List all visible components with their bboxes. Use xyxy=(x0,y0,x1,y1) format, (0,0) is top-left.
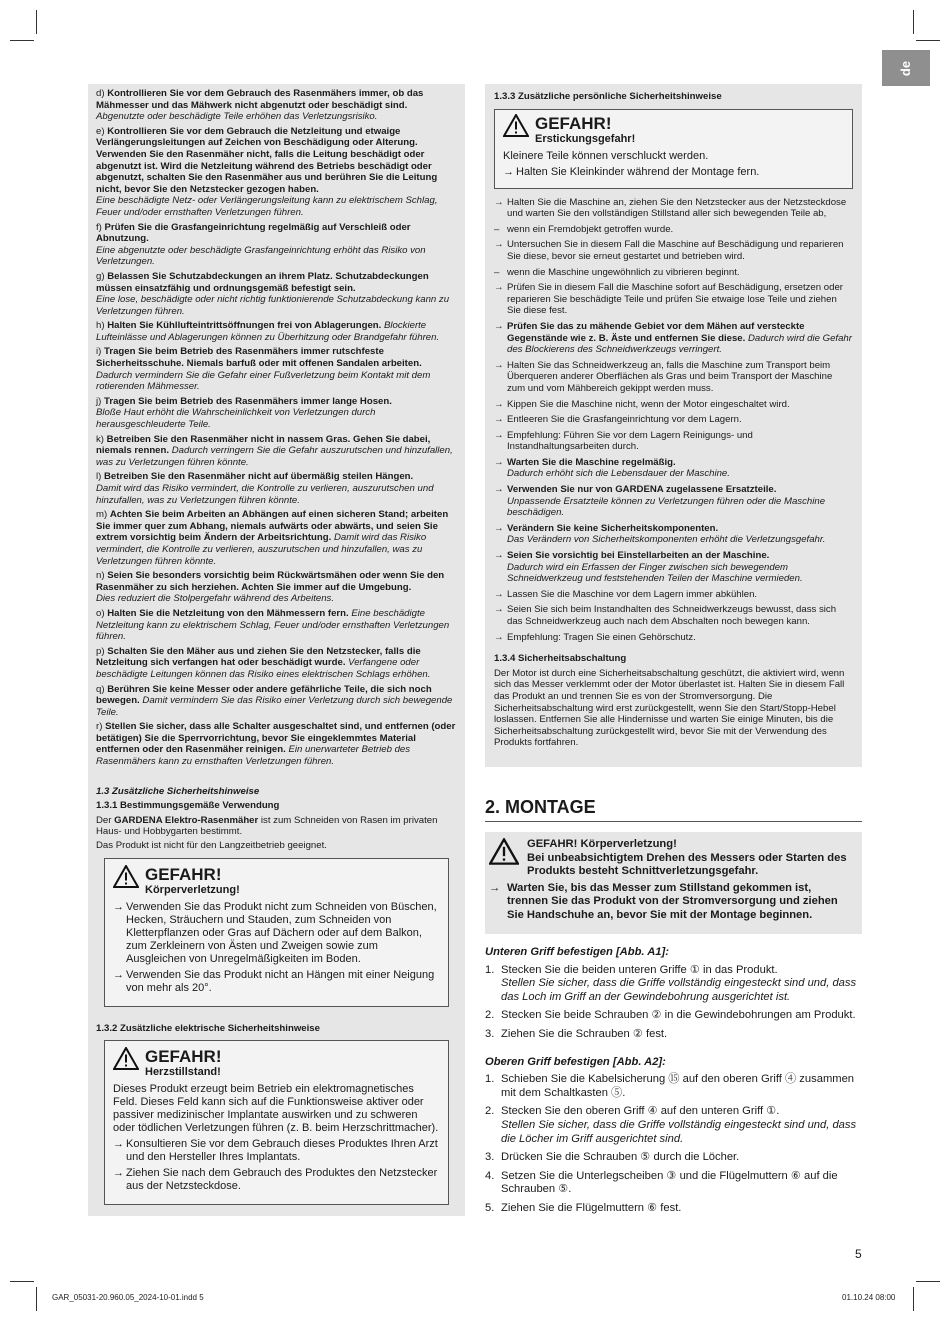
item-bold-text: Seien Sie besonders vorsichtig beim Rückwärtsmähen oder wenn Sie den Rasenmäher zu sich herziehen. Achten Sie immer auf die Umgebung. xyxy=(96,570,445,593)
warning-box-injury xyxy=(104,858,449,1007)
item-bold-text: Stellen Sie sicher, dass alle Schalter ausgeschaltet sind, und entfernen (oder betätigen) Sie die Sperrvorrichtung, bevor Sie eingeklemmtes Material entfernen oder den Rasenmäher reinigen. xyxy=(96,721,456,756)
item-bold-text: Prüfen Sie das zu mähende Gebiet vor dem Mähen auf versteckte Gegenstände wie z. B. Äste und entfernen Sie diese. xyxy=(507,320,805,344)
step-text: Schieben Sie die Kabelsicherung ⑮ auf den oberen Griff ④ zusammen mit dem Schaltkasten ⑤. xyxy=(501,1073,855,1099)
item-body xyxy=(507,399,853,411)
step-item xyxy=(485,1105,862,1146)
footer-date: 01.10.24 08:00 xyxy=(842,1293,896,1302)
step-text: Stecken Sie den oberen Griff ④ auf den unteren Griff ①. xyxy=(501,1105,780,1118)
list-item xyxy=(96,721,457,767)
item-italic-text: Dies reduziert die Stolpergefahr während des Arbeitens. xyxy=(96,593,335,605)
step-text: Drücken Sie die Schrauben ⑤ durch die Löcher. xyxy=(501,1151,740,1164)
step-number: 4. xyxy=(485,1169,495,1182)
warning-triangle-icon xyxy=(489,838,519,865)
item-italic-text: Unpassende Ersatzteile können zu Verletzungen führen oder die Maschine beschädigen. xyxy=(507,495,826,519)
item-bold-text: Verändern Sie keine Sicherheitskomponenten. xyxy=(507,522,719,534)
language-tab: de xyxy=(882,50,930,86)
step-number: 2. xyxy=(485,1009,495,1022)
item-bold-text: Achten Sie beim Arbeiten an Abhängen auf einen sicheren Stand; arbeiten Sie immer quer zum Abhang, niemals aufwärts oder abwärts, und seien Sie extrem vorsichtig beim Ändern der Arbeitsrichtung. xyxy=(96,509,449,544)
item-label: k) xyxy=(96,433,107,445)
step-text: Stecken Sie die beiden unteren Griffe ① in das Produkt. xyxy=(501,963,778,976)
warning-subtitle: Erstickungsgefahr! xyxy=(535,132,636,145)
item-body xyxy=(507,197,853,220)
item-label: f) xyxy=(96,221,105,233)
personal-safety-list xyxy=(494,197,853,644)
list-item xyxy=(494,360,853,395)
item-label: g) xyxy=(96,270,108,282)
item-italic-text: Blockierte Lufteinlässe und Ablagerungen können zu Überhitzung oder Brandgefahr führen. xyxy=(96,320,440,343)
step-item xyxy=(485,1151,862,1165)
section-1-3-2-title: 1.3.2 Zusätzliche elektrische Sicherheitshinweise xyxy=(96,1022,320,1034)
list-item xyxy=(96,608,457,643)
step-number: 1. xyxy=(485,1073,495,1086)
list-item xyxy=(96,126,457,219)
montage-rule xyxy=(485,821,862,822)
warning-header xyxy=(113,1047,440,1079)
list-item xyxy=(494,589,853,601)
list-item xyxy=(494,282,853,317)
section-1-3-3-title: 1.3.3 Zusätzliche persönliche Sicherheitshinweise xyxy=(494,91,722,102)
list-item xyxy=(96,346,457,392)
bullet-glyph: → xyxy=(494,456,504,468)
item-label: q) xyxy=(96,683,108,695)
step-body xyxy=(501,1105,862,1146)
warning-title: GEFAHR! Körperverletzung! xyxy=(527,838,677,850)
item-label: o) xyxy=(96,607,108,619)
list-item xyxy=(494,457,853,480)
item-text: Seien Sie sich beim Instandhalten des Schneidwerkzeugs bewusst, dass sich das Schneidwerkzeug auch nach dem Abschalten noch bewegen kann. xyxy=(507,604,837,627)
item-body xyxy=(507,550,853,585)
section-1-3-4-title: 1.3.4 Sicherheitsabschaltung xyxy=(494,653,627,665)
step-group-title: Unteren Griff befestigen [Abb. A1]: xyxy=(485,946,669,958)
warning-title: GEFAHR! xyxy=(145,1047,222,1067)
item-label: l) xyxy=(96,471,104,483)
footer-file: GAR_05031-20.960.05_2024-10-01.indd 5 xyxy=(52,1293,204,1302)
item-bold-text: Schalten Sie den Mäher aus und ziehen Sie den Netzstecker, falls die Netzleitung sich verfangen hat oder beschädigt wurde. xyxy=(96,645,421,669)
item-italic-text: Damit wird das Risiko vermindert, die Kontrolle zu verlieren, auszurutschen und hinzufallen, was zu Verletzungen führen könnte. xyxy=(96,532,427,567)
list-item xyxy=(96,88,457,123)
warning-text: Kleinere Teile können verschluckt werden. xyxy=(503,149,709,162)
step-text: Ziehen Sie die Flügelmuttern ⑥ fest. xyxy=(501,1201,682,1214)
list-item: → Ziehen Sie nach dem Gebrauch des Produktes den Netzstecker aus der Netzsteckdose. xyxy=(113,1167,438,1193)
bullet-glyph: → xyxy=(494,398,504,410)
bullet-glyph: – xyxy=(494,266,500,278)
step-text: Ziehen Sie die Schrauben ② fest. xyxy=(501,1027,668,1040)
step-note: Stellen Sie sicher, dass die Griffe vollständig eingesteckt sind und, dass die Löcher im Griff ausgerichtet sind. xyxy=(501,1118,857,1145)
list-item xyxy=(494,484,853,519)
list-item xyxy=(96,271,457,317)
list-item: → Halten Sie Kleinkinder während der Montage fern. xyxy=(503,165,760,178)
step-text: Setzen Sie die Unterlegscheiben ③ und die Flügelmuttern ⑥ auf die Schrauben ⑤. xyxy=(501,1169,838,1196)
list-item xyxy=(494,197,853,220)
crop-mark xyxy=(36,10,37,34)
item-label: j) xyxy=(96,395,104,407)
item-italic-text: Das Verändern von Sicherheitskomponenten erhöht die Verletzungsgefahr. xyxy=(507,534,826,546)
list-item xyxy=(96,646,457,681)
page-number: 5 xyxy=(855,1247,862,1261)
item-label: d) xyxy=(96,88,108,99)
item-italic-text: Dadurch erhöht sich die Lebensdauer der Maschine. xyxy=(507,468,730,480)
item-body xyxy=(507,267,853,279)
item-italic-text: Eine beschädigte Netz- oder Verlängerungsleitung kann zu elektrischem Schlag, Feuer und/oder ernsthaften Verletzungen führen. xyxy=(96,195,438,218)
item-body xyxy=(507,239,853,262)
list-item xyxy=(96,471,457,506)
step-body xyxy=(501,1151,862,1165)
step-number: 3. xyxy=(485,1151,495,1164)
item-label: n) xyxy=(96,570,108,582)
item-body xyxy=(507,414,853,426)
safety-list xyxy=(96,88,457,768)
item-italic-text: Eine lose, beschädigte oder nicht richtig funktionierende Schutzabdeckung kann zu Verletzungen führen. xyxy=(96,294,450,317)
montage-heading: 2. MONTAGE xyxy=(485,797,596,817)
list-item xyxy=(494,414,853,426)
list-item xyxy=(96,320,457,343)
item-text: wenn ein Fremdobjekt getroffen wurde. xyxy=(507,223,674,235)
item-bold-text: Warten Sie die Maschine regelmäßig. xyxy=(507,456,676,468)
item-label: r) xyxy=(96,721,106,733)
intended-use-text: Der GARDENA Elektro-Rasenmäher ist zum Schneiden von Rasen im privaten Haus- und Hobbygarten bestimmt. xyxy=(96,814,438,838)
list-item xyxy=(494,430,853,453)
list-item xyxy=(494,267,853,279)
bullet-glyph: → xyxy=(494,484,504,496)
item-body xyxy=(507,224,853,236)
item-label: m) xyxy=(96,509,110,521)
item-text: Halten Sie das Schneidwerkzeug an, falls die Maschine zum Transport beim Überqueren anderer Oberflächen als Gras und beim Transport der Maschine zum und vom Mähbereich gekippt werden muss. xyxy=(507,359,833,394)
step-body xyxy=(501,1028,862,1042)
step-item xyxy=(485,1009,862,1023)
item-body xyxy=(507,632,853,644)
crop-mark xyxy=(913,10,914,34)
crop-mark xyxy=(36,1287,37,1311)
crop-mark xyxy=(10,40,34,41)
item-text: Empfehlung: Tragen Sie einen Gehörschutz. xyxy=(507,631,696,643)
item-bold-text: Tragen Sie beim Betrieb des Rasenmähers immer rutschfeste Sicherheitsschuhe. Niemals barfuß oder mit offenen Sandalen arbeiten. xyxy=(96,346,422,370)
item-label: p) xyxy=(96,645,108,657)
item-body xyxy=(507,457,853,480)
item-bold-text: Kontrollieren Sie vor dem Gebrauch die Netzleitung und etwaige Verlängerungsleitungen auf Zeichen von Beschädigung oder Alterung. Verwenden Sie den Rasenmäher nicht, falls die Leitung beschädigt oder abgenutzt ist. Wird die Netzleitung während des Betriebs beschädigt oder abgenutzt, schalten Sie den Rasenmäher aus und berühren Sie die Leitung nicht, bevor Sie den Netzstecker gezogen haben. xyxy=(96,125,438,195)
step-number: 1. xyxy=(485,963,495,976)
item-text: wenn die Maschine ungewöhnlich zu vibrieren beginnt. xyxy=(507,266,740,278)
step-text: Stecken Sie beide Schrauben ② in die Gewindebohrungen am Produkt. xyxy=(501,1009,856,1022)
list-item xyxy=(494,321,853,356)
item-bold-text: Tragen Sie beim Betrieb des Rasenmähers immer lange Hosen. xyxy=(104,395,392,407)
step-list xyxy=(485,964,862,1042)
warning-box-cardiac xyxy=(104,1040,449,1205)
warning-subtitle: Herzstillstand! xyxy=(145,1066,221,1079)
item-italic-text: Damit vermindern Sie das Risiko einer Verletzung durch sich bewegende Teile. xyxy=(96,695,453,718)
item-bold-text: Halten Sie die Netzleitung von den Mähmessern fern. xyxy=(107,607,349,619)
item-body xyxy=(507,430,853,453)
item-body xyxy=(507,604,853,627)
step-body xyxy=(501,964,862,1005)
item-text: Empfehlung: Führen Sie vor dem Lagern Reinigungs- und Instandhaltungsarbeiten durch. xyxy=(507,429,753,453)
list-item xyxy=(494,239,853,262)
step-item xyxy=(485,1028,862,1042)
step-body xyxy=(501,1073,862,1100)
item-bold-text: Kontrollieren Sie vor dem Gebrauch des Rasenmähers immer, ob das Mähmesser und das Mähwerk nicht abgenutzt oder beschädigt sind. xyxy=(96,88,424,111)
list-item xyxy=(494,604,853,627)
item-bold-text: Betreiben Sie den Rasenmäher nicht in nassem Gras. Gehen Sie dabei, niemals rennen. xyxy=(96,433,431,457)
crop-mark xyxy=(10,1281,34,1282)
item-body xyxy=(507,523,853,546)
safety-shutdown-text: Der Motor ist durch eine Sicherheitsabschaltung geschützt, die aktiviert wird, wenn sich das Messer verklemmt oder der Motor überlastet ist. Halten Sie in diesem Fall das Produkt an und trennen Sie es von der Stromversorgung. Die Sicherheitsabschaltung wird erst zurückgestellt, wenn Sie den Start/Stopp-Hebel loslassen. Entfernen Sie alle Hindernisse und warten Sie einige Minuten, bis die Sicherheitsabschaltung zurückgestellt wird, bevor Sie mit der Verwendung des Produkts fortfahren. xyxy=(494,667,845,749)
warning-title: GEFAHR! xyxy=(145,864,222,884)
item-bold-text: Seien Sie vorsichtig bei Einstellarbeiten an der Maschine. xyxy=(507,550,770,562)
item-body xyxy=(507,282,853,317)
longterm-note: Das Produkt ist nicht für den Langzeitbetrieb geeignet. xyxy=(96,840,327,852)
bullet-glyph: → xyxy=(494,550,504,562)
step-body xyxy=(501,1170,862,1197)
item-italic-text: Damit wird das Risiko vermindert, die Kontrolle zu verlieren, auszurutschen und hinzufallen, was zu Verletzungen führen könnte. xyxy=(96,483,434,506)
bullet-glyph: – xyxy=(494,223,500,235)
item-body xyxy=(507,360,853,395)
item-italic-text: Dadurch wird ein Erfassen der Finger zwischen sich bewegendem Schneidwerkzeug und feststehenden Teilen der Maschine vermieden. xyxy=(507,561,803,585)
step-item xyxy=(485,1073,862,1100)
warning-subtitle: Körperverletzung! xyxy=(145,883,240,896)
item-label: h) xyxy=(96,320,108,332)
step-number: 5. xyxy=(485,1201,495,1214)
step-note: Stellen Sie sicher, dass die Griffe vollständig eingesteckt sind und, dass das Loch im Griff an der Gewindebohrung ausgerichtet ist. xyxy=(501,977,857,1003)
list-item xyxy=(96,570,457,605)
list-item xyxy=(494,550,853,585)
item-text: Halten Sie die Maschine an, ziehen Sie den Netzstecker aus der Netzsteckdose und warten Sie den vollständigen Stillstand aller sich bewegenden Teile ab, xyxy=(507,196,847,220)
list-item xyxy=(494,523,853,546)
bullet-glyph: → xyxy=(494,282,504,294)
warning-title: GEFAHR! xyxy=(535,113,612,133)
list-item: → Konsultieren Sie vor dem Gebrauch dieses Produktes Ihren Arzt und den Hersteller Ihres Implantats. xyxy=(113,1138,438,1164)
bullet-glyph: → xyxy=(494,320,504,332)
section-1-3-title: 1.3 Zusätzliche Sicherheitshinweise xyxy=(96,785,260,797)
list-item xyxy=(494,399,853,411)
warning-text: Bei unbeabsichtigtem Drehen des Messers oder Starten des Produkts besteht Schnittverletzungsgefahr. xyxy=(527,851,847,878)
bullet-glyph: → xyxy=(494,588,504,600)
step-item xyxy=(485,1202,862,1216)
item-italic-text: Bloße Haut erhöht die Wahrscheinlichkeit von Verletzungen durch herausgeschleuderte Teile. xyxy=(96,407,376,431)
item-italic-text: Verfangene oder beschädigte Leitungen können das Risiko eines elektrischen Schlags erhöhen. xyxy=(96,657,431,680)
bullet-glyph: → xyxy=(494,359,504,371)
warning-header xyxy=(113,865,440,897)
item-text: Untersuchen Sie in diesem Fall die Maschine auf Beschädigung und reparieren Sie diese, bevor sie erneut gestartet und betrieben wird. xyxy=(507,239,844,262)
list-item xyxy=(96,396,457,431)
crop-mark xyxy=(913,1287,914,1311)
item-body xyxy=(507,589,853,601)
list-item xyxy=(96,684,457,719)
warning-triangle-icon xyxy=(113,865,139,888)
step-list xyxy=(485,1073,862,1215)
item-body xyxy=(507,321,853,356)
item-italic-text: Dadurch vermindern Sie die Gefahr einer Fußverletzung beim Kontakt mit dem rotierenden Mähmesser. xyxy=(96,369,431,393)
warning-header xyxy=(503,114,844,146)
warning-triangle-icon xyxy=(113,1047,139,1070)
item-italic-text: Dadurch verringern Sie die Gefahr auszurutschen und hinzufallen, was zu Verletzungen führen könnte. xyxy=(96,445,453,468)
warning-box-choking xyxy=(494,109,853,189)
item-bold-text: Halten Sie Kühllufteintrittsöffnungen frei von Ablagerungen. xyxy=(107,320,382,332)
step-body xyxy=(501,1202,862,1216)
bullet-glyph: → xyxy=(494,196,504,208)
bullet-glyph: → xyxy=(494,522,504,534)
item-italic-text: Dadurch wird die Gefahr des Blockierens des Schneidwerkzeugs verringert. xyxy=(507,332,852,356)
item-italic-text: Eine abgenutzte oder beschädigte Grasfangeinrichtung erhöht das Risiko von Verletzungen. xyxy=(96,244,426,268)
crop-mark xyxy=(916,40,940,41)
item-bold-text: Betreiben Sie den Rasenmäher nicht auf übermäßig steilen Hängen. xyxy=(104,471,414,483)
list-item: → Verwenden Sie das Produkt nicht zum Schneiden von Büschen, Hecken, Sträuchern und Stauden, zum Schneiden von Kletterpflanzen oder Gras auf Dächern oder auf dem Balkon, zum Zerkleinern von Ästen und Zweigen sowie zum Ausgleichen von Unregelmäßigkeiten im Boden. xyxy=(113,900,437,965)
item-label: i) xyxy=(96,346,104,358)
step-item xyxy=(485,1170,862,1197)
right-column-safety xyxy=(485,84,862,767)
item-bold-text: Verwenden Sie nur von GARDENA zugelassene Ersatzteile. xyxy=(507,484,777,496)
montage-steps xyxy=(485,946,862,1221)
item-italic-text: Abgenutzte oder beschädigte Teile erhöhen das Verletzungsrisiko. xyxy=(96,111,378,123)
bullet-glyph: → xyxy=(494,239,504,251)
step-group-title: Oberen Griff befestigen [Abb. A2]: xyxy=(485,1055,666,1068)
list-item xyxy=(96,509,457,567)
item-body xyxy=(507,484,853,519)
item-label: e) xyxy=(96,125,108,137)
item-bold-text: Belassen Sie Schutzabdeckungen an ihrem Platz. Schutzabdeckungen müssen einsatzfähig und ordnungsgemäß befestigt sein. xyxy=(96,270,429,294)
item-bold-text: Prüfen Sie die Grasfangeinrichtung regelmäßig auf Verschleiß oder Abnutzung. xyxy=(96,221,411,245)
item-italic-text: Ein unerwarteter Betrieb des Rasenmähers kann zu ernsthaften Verletzungen führen. xyxy=(96,744,411,768)
left-column xyxy=(88,84,465,1216)
item-italic-text: Eine beschädigte Netzleitung kann zu elektrischem Schlag, Feuer und/oder ernsthaften Verletzungen führen. xyxy=(96,607,450,643)
crop-mark xyxy=(916,1281,940,1282)
step-body xyxy=(501,1009,862,1023)
item-text: Prüfen Sie in diesem Fall die Maschine sofort auf Beschädigung, ersetzen oder reparieren Sie beschädigte Teile und prüfen Sie etwaige lose Teile und ziehen Sie diese fest. xyxy=(507,282,843,317)
list-item: → Warten Sie, bis das Messer zum Stillstand gekommen ist, trennen Sie das Produkt von der Stromversorgung und ziehen Sie Handschuhe an, bevor Sie mit der Montage beginnen. xyxy=(489,881,838,921)
step-number: 2. xyxy=(485,1105,495,1118)
list-item xyxy=(96,434,457,469)
bullet-glyph: → xyxy=(494,429,504,441)
item-text: Lassen Sie die Maschine vor dem Lagern immer abkühlen. xyxy=(507,588,758,600)
item-bold-text: Berühren Sie keine Messer oder andere gefährliche Teile, die sich noch bewegen. xyxy=(96,683,432,707)
item-text: Kippen Sie die Maschine nicht, wenn der Motor eingeschaltet wird. xyxy=(507,398,790,410)
bullet-glyph: → xyxy=(494,631,504,643)
bullet-glyph: → xyxy=(494,604,504,616)
warning-text: Dieses Produkt erzeugt beim Betrieb ein elektromagnetisches Feld. Dieses Feld kann sich auf die Funktionsweise aktiver oder passiver medizinischer Implantate auswirken und zu schweren oder tödlichen Verletzungen führen (z. B. beim Herzschrittmacher). xyxy=(113,1083,439,1135)
list-item: → Verwenden Sie das Produkt nicht an Hängen mit einer Neigung von mehr als 20°. xyxy=(113,968,435,994)
item-text: Entleeren Sie die Grasfangeinrichtung vor dem Lagern. xyxy=(507,414,742,426)
bullet-glyph: → xyxy=(494,414,504,426)
step-item xyxy=(485,964,862,1005)
section-1-3-1-title: 1.3.1 Bestimmungsgemäße Verwendung xyxy=(96,800,280,812)
list-item xyxy=(494,632,853,644)
list-item xyxy=(494,224,853,236)
warning-triangle-icon xyxy=(503,114,529,137)
list-item xyxy=(96,222,457,268)
step-number: 3. xyxy=(485,1027,495,1040)
montage-warning xyxy=(485,832,862,934)
